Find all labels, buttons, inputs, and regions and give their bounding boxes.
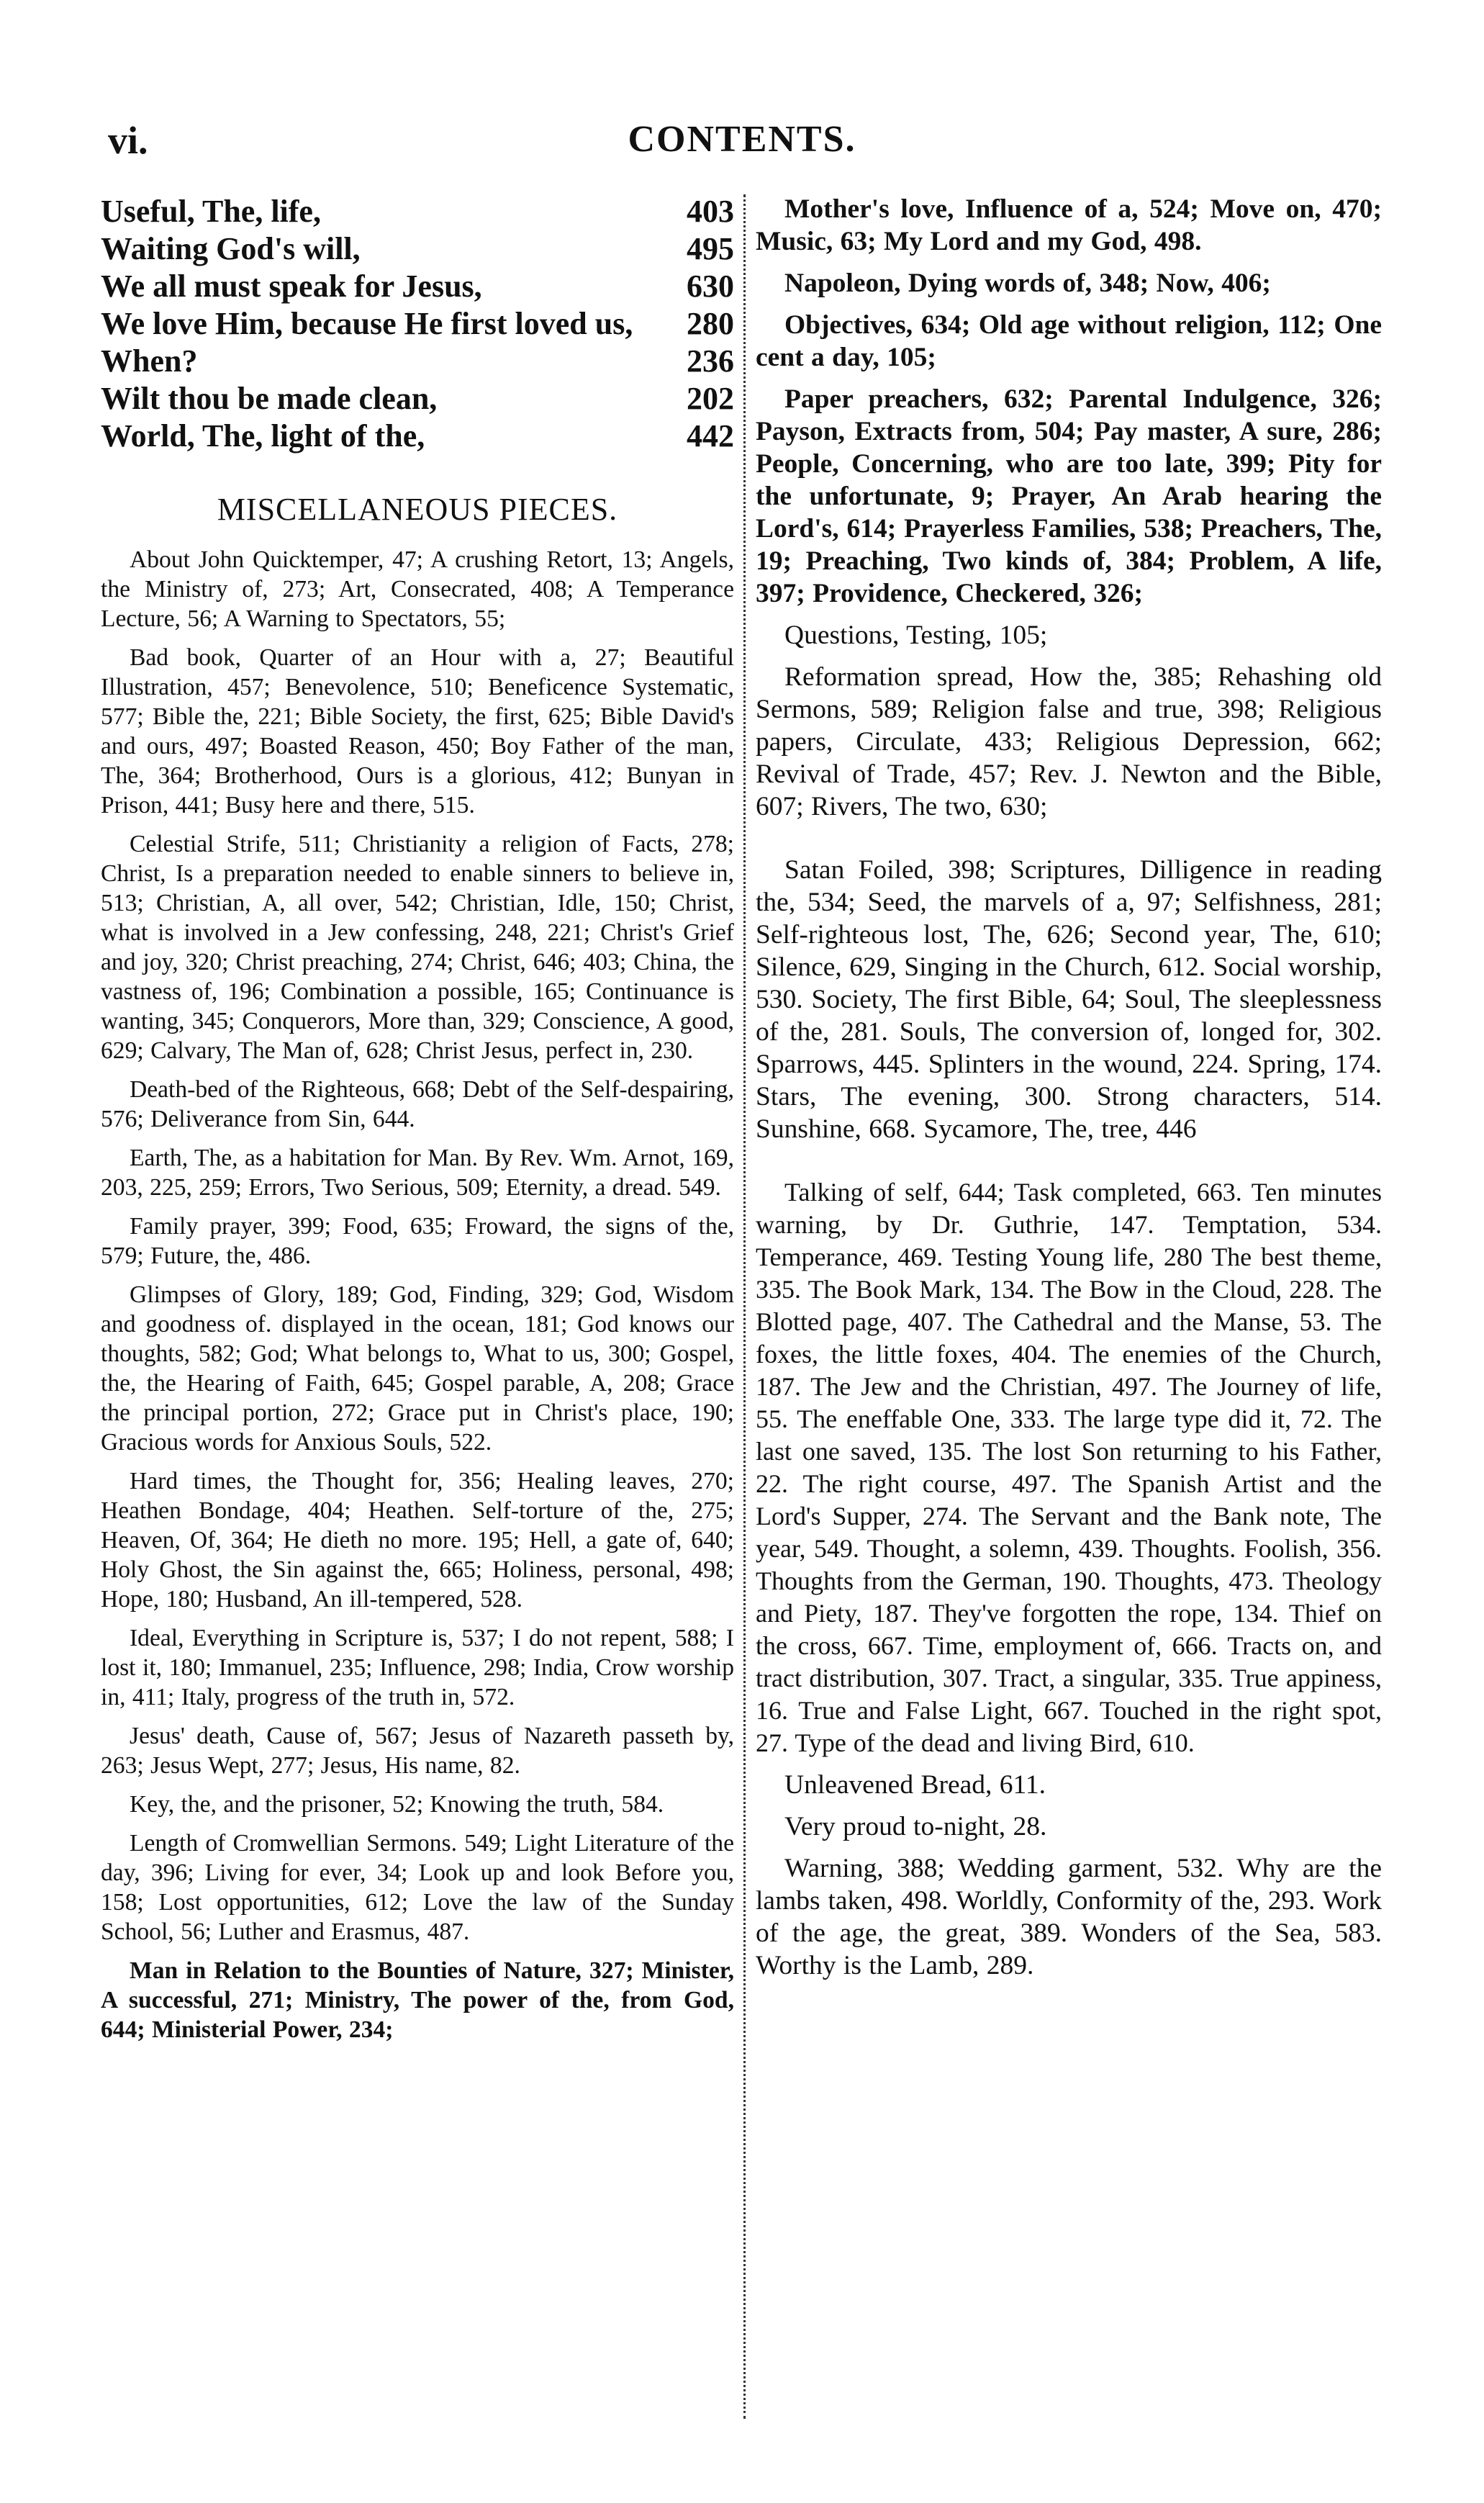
index-paragraph: Earth, The, as a habitation for Man. By Rev. Wm. Arnot, 169, 203, 225, 259; Errors, Two Serious, 509; Eternity, a dread. 549. bbox=[101, 1145, 734, 1201]
index-paragraph: Talking of self, 644; Task completed, 663. Ten minutes warning, by Dr. Guthrie, 147. Temptation, 534. Temperance, 469. Testing Young life, 280 The best theme, 335. The Book Mark, 134. The Bow in the Cloud, 228. The Blotted page, 407. The Cathedral and the Manse, 53. The foxes, the little foxes, 404. The enemies of the Church, 187. The Jew and the Christian, 497. The Journey of life, 55. The eneffable One, 333. The large type did it, 72. The last one saved, 135. The lost Son returning to his Father, 22. The right course, 497. The Spanish Artist and the Lord's Supper, 274. The Servant and the Bank note, The year, 549. Thought, a solemn, 439. Thoughts. Foolish, 356. Thoughts from the German, 190. Thoughts, 473. Theology and Piety, 187. They've forgotten the rope, 134. Thief on the cross, 667. Time, employment of, 666. Tracts on, and tract distribution, 307. Tract, a singular, 335. True appiness, 16. True and False Light, 667. Touched in the right spot, 27. Type of the dead and living Bird, 610. bbox=[756, 1178, 1382, 1757]
right-column bbox=[756, 193, 1382, 1991]
list-item: Useful, The, life, 403 bbox=[101, 194, 734, 229]
list-item: We love Him, because He first loved us, 280 bbox=[101, 306, 734, 341]
index-paragraph: Reformation spread, How the, 385; Rehashing old Sermons, 589; Religion false and true, 398; Religious papers, Circulate, 433; Religious Depression, 662; Revival of Trade, 457; Rev. J. Newton and the Bible, 607; Rivers, The two, 630; bbox=[756, 662, 1382, 821]
list-item: We all must speak for Jesus, 630 bbox=[101, 269, 734, 304]
index-paragraph: Hard times, the Thought for, 356; Healing leaves, 270; Heathen Bondage, 404; Heathen. Self-torture of the, 275; Heaven, Of, 364; He dieth no more. 195; Hell, a gate of, 640; Holy Ghost, the Sin against the, 665; Holiness, personal, 498; Hope, 180; Husband, An ill-tempered, 528. bbox=[101, 1468, 734, 1613]
index-paragraph: Ideal, Everything in Scripture is, 537; I do not repent, 588; I lost it, 180; Immanuel, 235; Influence, 298; India, Crow worship in, 411; Italy, progress of the truth in, 572. bbox=[101, 1625, 734, 1710]
index-paragraph: Napoleon, Dying words of, 348; Now, 406; bbox=[784, 269, 1271, 298]
section-heading: MISCELLANEOUS PIECES. bbox=[217, 492, 618, 527]
index-paragraph: Family prayer, 399; Food, 635; Froward, the signs of the, 579; Future, the, 486. bbox=[101, 1213, 734, 1269]
index-paragraph: Bad book, Quarter of an Hour with a, 27; Beautiful Illustration, 457; Benevolence, 510; Beneficence Systematic, 577; Bible the, 221; Bible Society, the first, 625; Bible David's and ours, 497; Boasted Reason, 450; Boy Father of the man, The, 364; Brotherhood, Ours is a glorious, 412; Bunyan in Prison, 441; Busy here and there, 515. bbox=[101, 644, 734, 818]
running-title: CONTENTS. bbox=[628, 119, 856, 160]
index-paragraph: Warning, 388; Wedding garment, 532. Why are the lambs taken, 498. Worldly, Conformity of the, 293. Work of the age, the great, 389. Wonders of the Sea, 583. Worthy is the Lamb, 289. bbox=[756, 1854, 1382, 1980]
list-item: When? 236 bbox=[101, 343, 734, 379]
index-paragraph: Man in Relation to the Bounties of Nature, 327; Minister, A successful, 271; Ministry, The power of the, from God, 644; Ministerial Power, 234; bbox=[101, 1957, 734, 2043]
index-paragraph: Paper preachers, 632; Parental Indulgence, 326; Payson, Extracts from, 504; Pay master, A sure, 286; People, Concerning, who are too late, 399; Pity for the unfortunate, 9; Prayer, An Arab hearing the Lord's, 614; Prayerless Families, 538; Preachers, The, 19; Preaching, Two kinds of, 384; Problem, A life, 397; Providence, Checkered, 326; bbox=[756, 384, 1382, 608]
spacer bbox=[756, 832, 1382, 854]
spacer bbox=[756, 1155, 1382, 1176]
index-paragraph: Length of Cromwellian Sermons. 549; Light Literature of the day, 396; Living for ever, 34; Look up and look Before you, 158; Lost opportunities, 612; Love the law of the Sunday School, 56; Luther and Erasmus, 487. bbox=[101, 1830, 734, 1945]
index-paragraph: Unleavened Bread, 611. bbox=[784, 1770, 1046, 1800]
left-column bbox=[101, 193, 734, 2054]
index-paragraph: Death-bed of the Righteous, 668; Debt of the Self-despairing, 576; Deliverance from Sin, 644. bbox=[101, 1076, 734, 1132]
list-item: Wilt thou be made clean, 202 bbox=[101, 381, 734, 416]
column-divider bbox=[743, 194, 746, 2419]
index-paragraph: Objectives, 634; Old age without religion, 112; One cent a day, 105; bbox=[756, 310, 1382, 372]
list-item: Waiting God's will, 495 bbox=[101, 231, 734, 266]
verse-list bbox=[101, 193, 734, 455]
page-header bbox=[0, 108, 1484, 173]
list-item: World, The, light of the, 442 bbox=[101, 418, 734, 454]
index-paragraph: Very proud to-night, 28. bbox=[784, 1812, 1047, 1841]
index-paragraph: Questions, Testing, 105; bbox=[784, 621, 1048, 650]
index-paragraph: Key, the, and the prisoner, 52; Knowing the truth, 584. bbox=[130, 1791, 664, 1818]
index-paragraph: About John Quicktemper, 47; A crushing Retort, 13; Angels, the Ministry of, 273; Art, Consecrated, 408; A Temperance Lecture, 56; A Warning to Spectators, 55; bbox=[101, 546, 734, 632]
index-paragraph: Celestial Strife, 511; Christianity a religion of Facts, 278; Christ, Is a preparation needed to enable sinners to believe in, 513; Christian, A, all over, 542; Christian, Idle, 150; Christ, what is involved in a Jew confessing, 248, 221; Christ's Grief and joy, 320; Christ preaching, 274; Christ, 646; 403; China, the vastness of, 196; Combination a possible, 165; Continuance is wanting, 345; Conquerors, More than, 329; Conscience, A good, 629; Calvary, The Man of, 628; Christ Jesus, perfect in, 230. bbox=[101, 831, 734, 1064]
index-paragraph: Jesus' death, Cause of, 567; Jesus of Nazareth passeth by, 263; Jesus Wept, 277; Jesus, His name, 82. bbox=[101, 1723, 734, 1779]
page-number: vi. bbox=[108, 119, 148, 162]
index-paragraph: Glimpses of Glory, 189; God, Finding, 329; God, Wisdom and goodness of. displayed in the ocean, 181; God knows our thoughts, 582; God; What belongs to, What to us, 300; Gospel, the, the Hearing of Faith, 645; Gospel parable, A, 208; Grace the principal portion, 272; Grace put in Christ's place, 190; Gracious words for Anxious Souls, 522. bbox=[101, 1281, 734, 1456]
index-paragraph: Mother's love, Influence of a, 524; Move on, 470; Music, 63; My Lord and my God, 498. bbox=[756, 194, 1382, 256]
index-paragraph: Satan Foiled, 398; Scriptures, Dilligence in reading the, 534; Seed, the marvels of a, 97; Selfishness, 281; Self-righteous lost, The, 626; Second year, The, 610; Silence, 629, Singing in the Church, 612. Social worship, 530. Society, The first Bible, 64; Soul, The sleeplessness of the, 281. Souls, The conversion of, longed for, 302. Sparrows, 445. Splinters in the wound, 224. Spring, 174. Stars, The evening, 300. Strong characters, 514. Sunshine, 668. Sycamore, The, tree, 446 bbox=[756, 855, 1382, 1144]
